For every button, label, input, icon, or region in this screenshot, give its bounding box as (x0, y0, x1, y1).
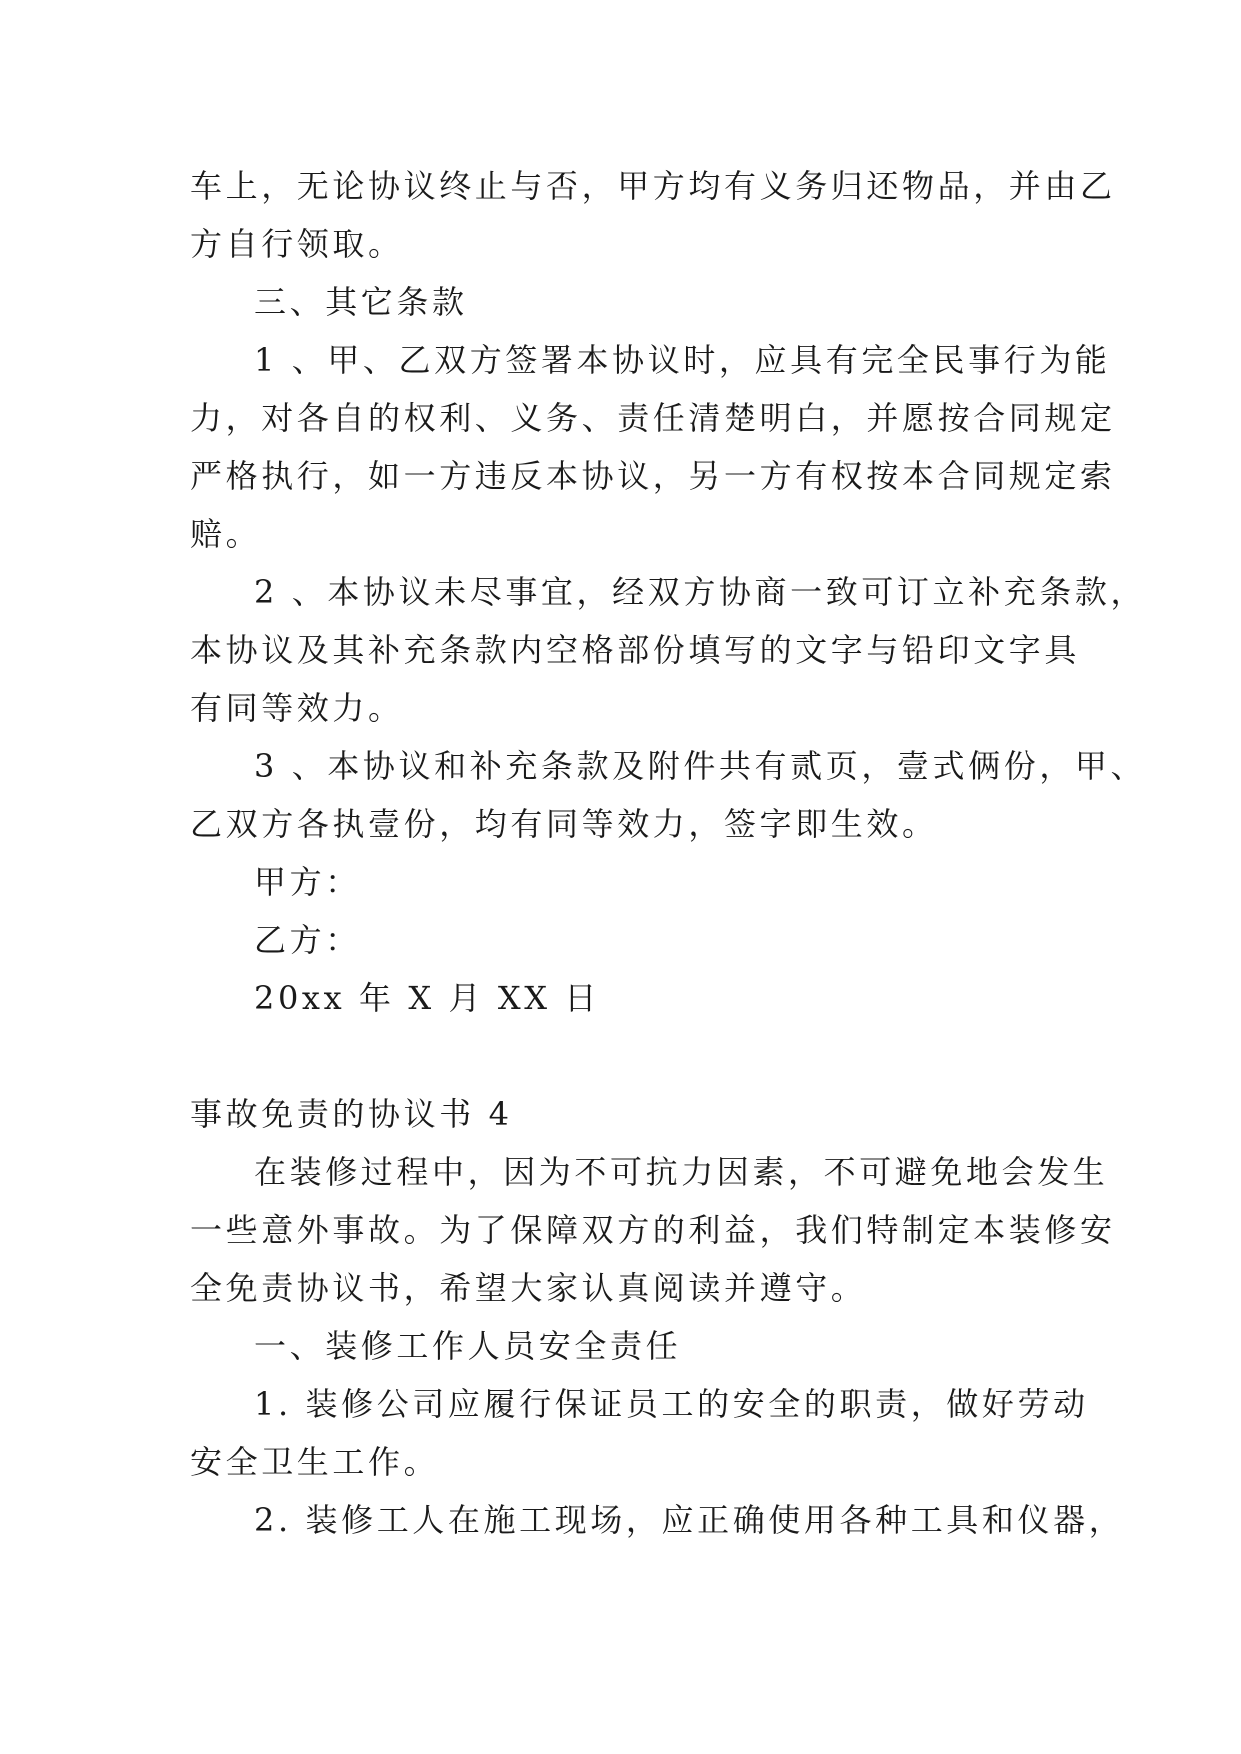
section-heading: 一、装修工作人员安全责任 (254, 1327, 682, 1365)
text-line: 力，对各自的权利、义务、责任清楚明白，并愿按合同规定 (190, 399, 1116, 437)
section-heading: 三、其它条款 (254, 283, 468, 321)
text-line: 赔。 (190, 515, 262, 553)
text-line: 本协议及其补充条款内空格部份填写的文字与铅印文字具 (190, 631, 1081, 669)
text-line: 在装修过程中，因为不可抗力因素，不可避免地会发生 (254, 1153, 1109, 1191)
text-line: 3 、本协议和补充条款及附件共有贰页，壹式俩份，甲、 (254, 747, 1147, 785)
text-line: 安全卫生工作。 (190, 1443, 440, 1481)
text-line: 2 、本协议未尽事宜，经双方协商一致可订立补充条款， (254, 573, 1147, 611)
text-line: 1 、甲、乙双方签署本协议时，应具有完全民事行为能 (254, 341, 1111, 379)
text-line: 有同等效力。 (190, 689, 404, 727)
party-b-signature-label: 乙方： (254, 921, 361, 959)
party-a-signature-label: 甲方： (254, 863, 361, 901)
text-line: 严格执行，如一方违反本协议，另一方有权按本合同规定索 (190, 457, 1116, 495)
text-line: 1. 装修公司应履行保证员工的安全的职责，做好劳动 (254, 1385, 1089, 1423)
text-line: 2. 装修工人在施工现场，应正确使用各种工具和仪器， (254, 1501, 1125, 1539)
text-line: 全免责协议书，希望大家认真阅读并遵守。 (190, 1269, 867, 1307)
text-line: 一些意外事故。为了保障双方的利益，我们特制定本装修安 (190, 1211, 1116, 1249)
text-line: 方自行领取。 (190, 225, 404, 263)
text-line: 车上，无论协议终止与否，甲方均有义务归还物品，并由乙 (190, 167, 1116, 205)
text-line: 乙双方各执壹份，均有同等效力，签字即生效。 (190, 805, 938, 843)
date-line: 20xx 年 X 月 XX 日 (254, 979, 601, 1017)
document-title: 事故免责的协议书 4 (190, 1095, 513, 1133)
